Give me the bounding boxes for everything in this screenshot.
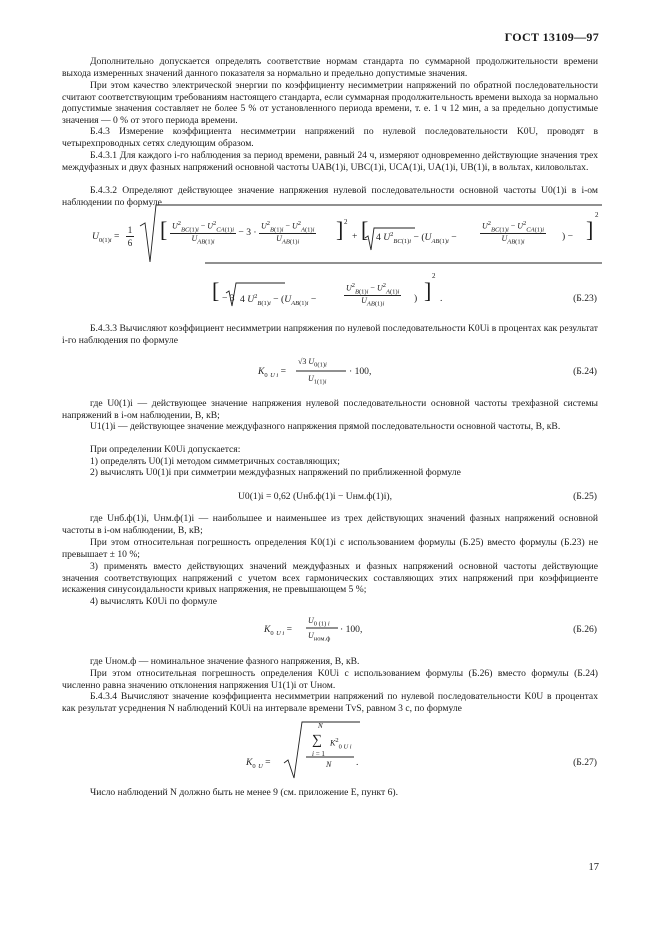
paragraph-u1: U1(1)i — действующее значение междуфазного напряжения прямой последовательности основной частоты, В, кВ.: [90, 421, 561, 432]
paragraph-error-b25: При этом относительная погрешность определения K0(1)i с использованием формулы (Б.25) вместо формулы (Б.23) не превышает ± 10 %;: [62, 537, 598, 560]
formula-b25: U0(1)i = 0,62 (Uнб.ф(1)i − Uнм.ф(1)i),: [238, 491, 392, 502]
paragraph-1: Дополнительно допускается определять соответствие нормам стандарта по суммарной продолжительности времени выхода измеренных значений данного показателя за нормально и предельно допустимые значения.: [62, 56, 598, 79]
paragraph-where-u0: где U0(1)i — действующее значение напряжения нулевой последовательности основной частоты трехфазной системы напряжений в i-ом наблюдении, В, кВ;: [62, 398, 598, 421]
formula-b27-sum: ∑: [312, 733, 322, 748]
document-header: ГОСТ 13109—97: [504, 30, 599, 44]
paragraph-b431: Б.4.3.1 Для каждого i-го наблюдения за период времени, равный 24 ч, измеряют одновременно действующие значения трех междуфазных и двух фазных напряжений основной частоты UAB(1)i, UBC(1)i, UCA(1)i, UA(1)i, UB(1)i, в вольтах, киловольтах.: [62, 150, 598, 173]
paragraph-where-unb: где Uнб.ф(1)i, Uнм.ф(1)i — наибольшее и наименьшее из трех действующих значений фазных напряжений основной частоты в i-ом наблюдении, В, кВ;: [62, 513, 598, 536]
formula-b27-sum-upper: N: [318, 722, 323, 730]
list-item-1: 1) определять U0(1)i методом симметричных составляющих;: [90, 456, 340, 467]
formula-b26-lhs: $K_0$ $_{U i}$ =: [264, 624, 292, 637]
formula-b27-den: N: [326, 760, 332, 769]
formula-b24-num: √3 $U_{0(1)i}$: [298, 357, 327, 369]
formula-b23-term3: $\frac{U^2_{BC(1)i} - U^2_{CA(1)i}}{U_{AB(1)i}}$: [482, 220, 545, 246]
formula-b23-term1: $\frac{U^2_{BC(1)i} - U^2_{CA(1)i}}{U_{AB(1)i}}$ − 3 · $\frac{U^2_{B(1)i} - U^2_{A(1)i}}{U_{AB(1)i}}$: [172, 220, 315, 246]
formula-b23-lhs: $U_{0(1)i}$ =: [92, 231, 120, 244]
formula-b26-rhs: · 100,: [340, 624, 363, 635]
formula-b24-lhs: $K_0$ $_{U i}$ =: [258, 366, 286, 379]
equation-number-b23: (Б.23): [573, 293, 597, 304]
formula-b23-square2: 2: [595, 211, 599, 219]
page-number: 17: [588, 862, 599, 873]
formula-b23-line2-close: ): [414, 293, 418, 304]
formula-b27-summand: $K^2_{0 U i}$: [330, 737, 352, 751]
paragraph-error-b26: При этом относительная погрешность определения K0Ui с использованием формулы (Б.26) вместо формулы (Б.24) численно равна значению отклонения напряжения U1(1)i от Uном.: [62, 668, 598, 691]
equation-number-b25: (Б.25): [573, 491, 597, 502]
formula-b26-den: $U_{ном.ф}$: [308, 631, 331, 643]
formula-b27-lhs: $K_0$ $_U$ =: [246, 757, 271, 770]
equation-number-b27: (Б.27): [573, 757, 597, 768]
formula-b23-bracket-close: ]: [336, 217, 344, 242]
formula-b23-line2-frac: $\frac{U^2_{B(1)i} - U^2_{A(1)i}}{U_{AB(1)i}}$: [346, 282, 400, 308]
formula-b23-line2-square: 2: [432, 272, 436, 280]
list-item-2: 2) вычислять U0(1)i при симметрии междуфазных напряжений по приближенной формуле: [90, 467, 461, 478]
list-item-4: 4) вычислять K0Ui по формуле: [90, 596, 217, 607]
list-item-3: 3) применять вместо действующих значений междуфазных и фазных напряжений основной частоты действующие значения соответствующих напряжений с учетом всех гармонических составляющих этих напряжений при коэффициенте искажения синусоидальности кривых напряжения, не превышающем 5 %;: [62, 561, 598, 596]
equation-number-b24: (Б.24): [573, 366, 597, 377]
formula-b23-bracket2-close: ]: [586, 217, 594, 242]
formula-b23-plus: +: [352, 231, 358, 242]
paragraph-b432: Б.4.3.2 Определяют действующее значение напряжения нулевой последовательности основной частоты U0(1)i в i-ом наблюдении по формуле: [62, 185, 598, 208]
paragraph-allowed: При определении K0Ui допускается:: [90, 444, 241, 455]
formula-b23-dot: .: [440, 293, 443, 304]
formula-b23-line2-minus: − 3: [222, 293, 235, 304]
formula-b26-num: $U_{0 (1) i}$: [308, 616, 330, 628]
formula-b23-term3-close: ) −: [562, 231, 574, 242]
paragraph-2: При этом качество электрической энергии по коэффициенту несимметрии напряжений по обратной последовательности считают соответствующим требованиям настоящего стандарта, если суммарная продолжительность времени выхода за нормально допустимые значения составляет не более 5 % от установленного периода времени, т. е. 1 ч 12 мин, а за предельно допустимые значения — 0 % от этого периода времени.: [62, 80, 598, 126]
formula-b27-dot: .: [356, 757, 359, 768]
formula-b23-term2: 4 $U^2_{BC(1)i} - (U_{AB(1)i}$ −: [376, 231, 457, 246]
formula-b23-coef: 1 6: [127, 225, 133, 248]
formula-b23-square: 2: [344, 218, 348, 226]
paragraph-b433: Б.4.3.3 Вычисляют коэффициент несимметрии напряжения по нулевой последовательности K0Ui в процентах как результат i-го наблюдения по формуле: [62, 323, 598, 346]
paragraph-b434: Б.4.3.4 Вычисляют значение коэффициента несимметрии напряжений по нулевой последовательности K0U в процентах как результат усреднения N наблюдений K0Ui на интервале времени TvS, равном 3 с, по формуле: [62, 691, 598, 714]
formula-b23-line2-bracket-open: [: [212, 278, 220, 303]
paragraph-where-unom: где Uном.ф — номинальное значение фазного напряжения, В, кВ.: [90, 656, 360, 667]
formula-b23-line2-bracket-close: ]: [424, 278, 432, 303]
formula-b23-bracket-open: [: [160, 217, 168, 242]
paragraph-observations: Число наблюдений N должно быть не менее 9 (см. приложение Е, пункт 6).: [90, 787, 398, 798]
equation-number-b26: (Б.26): [573, 624, 597, 635]
formula-b27-sum-lower: i = 1: [312, 750, 325, 758]
formula-b23-line2-term: 4 $U^2_{B(1)i} - (U_{AB(1)i}$ −: [240, 293, 317, 308]
paragraph-b43: Б.4.3 Измерение коэффициента несимметрии напряжений по нулевой последовательности K0U, проводят в четырехпроводных сетях следующим образом.: [62, 126, 598, 149]
formula-b24-den: $U_{1(1)i}$: [308, 374, 327, 386]
formula-b24-rhs: · 100,: [349, 366, 372, 377]
formula-b23-bracket2-open: [: [361, 217, 369, 242]
